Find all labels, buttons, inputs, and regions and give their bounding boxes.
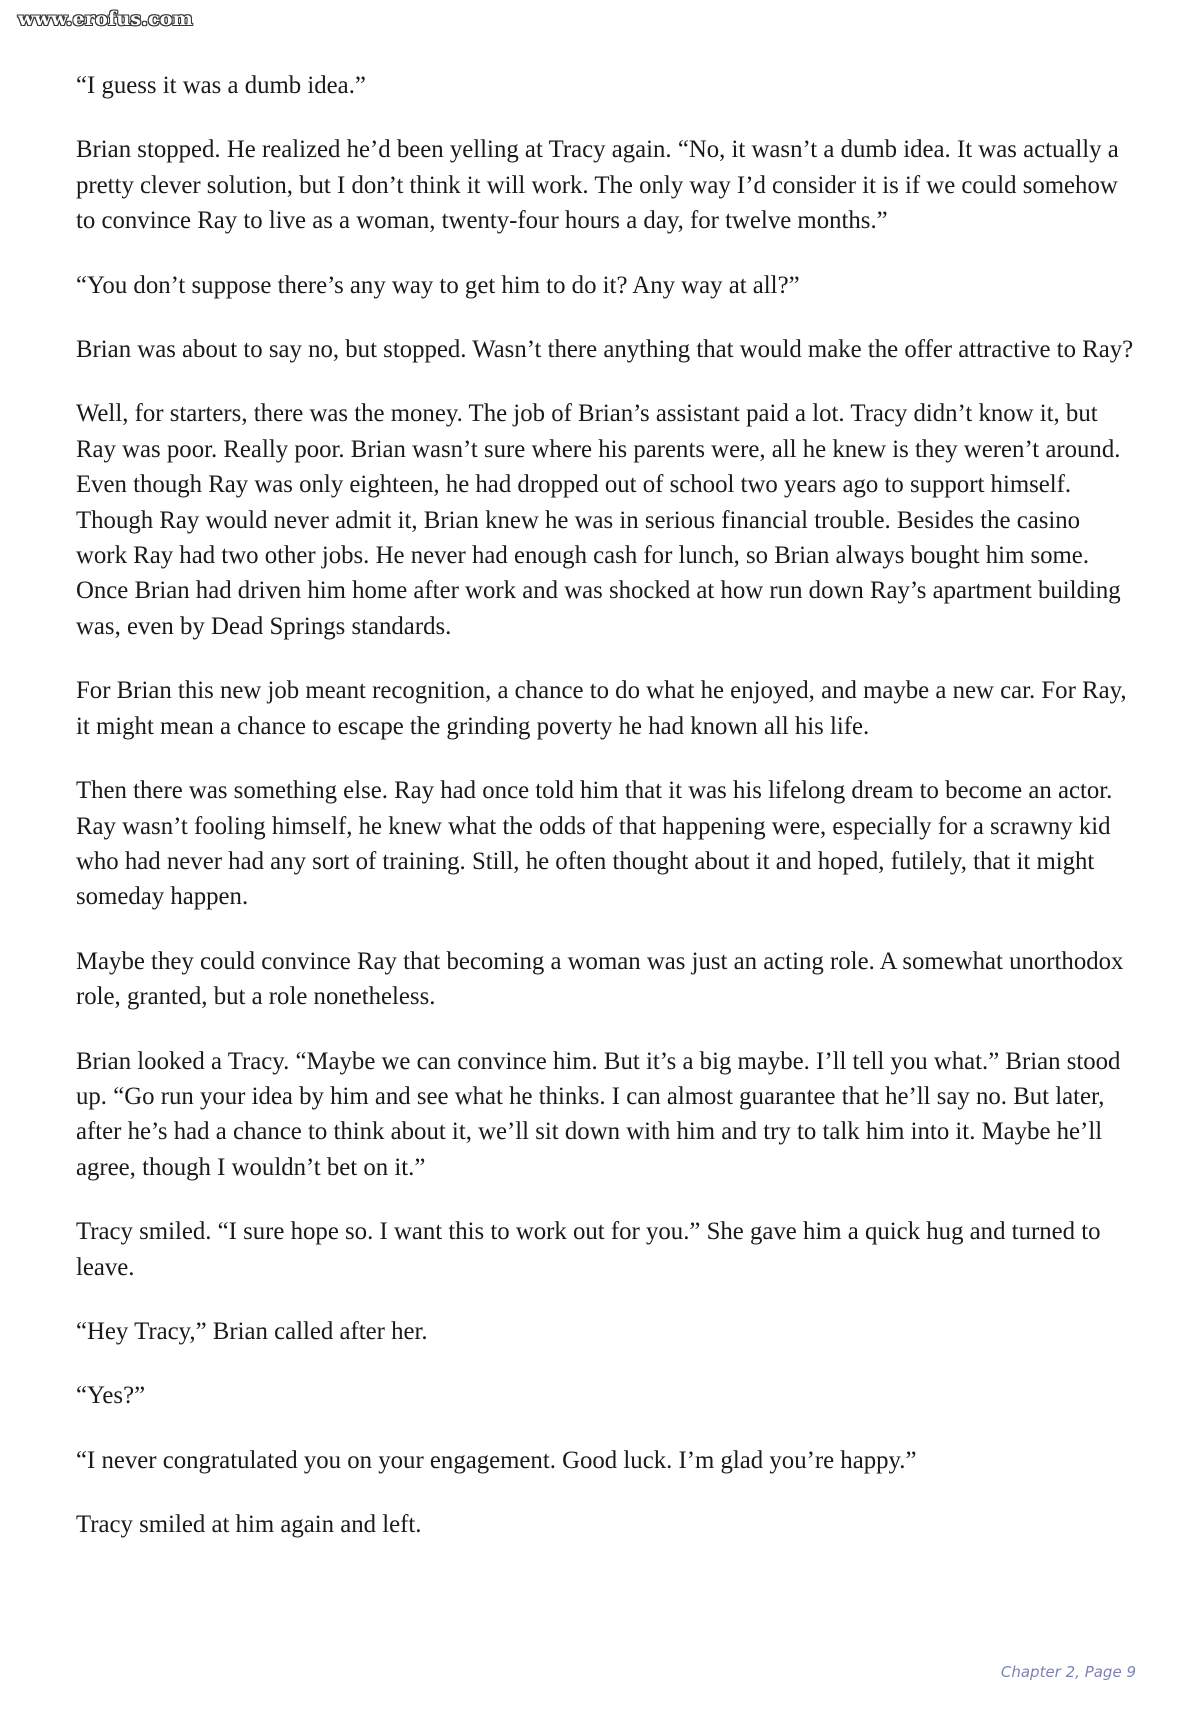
paragraph: Brian looked a Tracy. “Maybe we can convince him. But it’s a big maybe. I’ll tell you what.” Brian stood up. “Go run your idea by him and see what he thinks. I can almost guarantee that he’ll say no. But later, after he’s had a chance to think about it, we’ll sit down with him and try to talk him into it. Maybe he’ll agree, though I wouldn’t bet on it.” [76,1047,1121,1181]
paragraph: Brian was about to say no, but stopped. Wasn’t there anything that would make the offer attractive to Ray? [76,336,1134,364]
paragraph: Brian stopped. He realized he’d been yelling at Tracy again. “No, it wasn’t a dumb idea. It was actually a pretty clever solution, but I don’t think it will work. The only way I’d consider it is if we could somehow to convince Ray to live as a woman, twenty-four hours a day, for twelve months.” [76,136,1119,235]
paragraph: Maybe they could convince Ray that becoming a woman was just an acting role. A somewhat unorthodox role, granted, but a role nonetheless. [76,947,1124,1011]
paragraph: “I guess it was a dumb idea.” [76,72,366,99]
paragraph: Then there was something else. Ray had once told him that it was his lifelong dream to become an actor. Ray wasn’t fooling himself, he knew what the odds of that happening were, especially for a scrawny kid who had never had any sort of training. Still, he often thought about it and hoped, futilely, that it might someday happen. [76,777,1113,911]
paragraph: For Brian this new job meant recognition, a chance to do what he enjoyed, and maybe a new car. For Ray, it might mean a chance to escape the grinding poverty he had known all his life. [76,677,1127,740]
paragraph: “I never congratulated you on your engagement. Good luck. I’m glad you’re happy.” [76,1446,917,1474]
paragraph: Tracy smiled at him again and left. [76,1511,422,1539]
paragraph: Tracy smiled. “I sure hope so. I want this to work out for you.” She gave him a quick hug and turned to leave. [76,1218,1101,1281]
paragraph: “Hey Tracy,” Brian called after her. [76,1317,428,1345]
page-number: Chapter 2, Page 9 [1000,1663,1136,1681]
watermark: www.erofus.com [18,8,193,30]
paragraph: “You don’t suppose there’s any way to get him to do it? Any way at all?” [76,271,800,299]
paragraph: “Yes?” [76,1382,146,1410]
paragraph: Well, for starters, there was the money. The job of Brian’s assistant paid a lot. Tracy didn’t know it, but Ray was poor. Really poor. Brian wasn’t sure where his parents were, all he knew is they weren’t around. Even though Ray was only eighteen, he had dropped out of school two years ago to support himself. Though Ray would never admit it, Brian knew he was in serious financial trouble. Besides the casino work Ray had two other jobs. He never had enough cash for lunch, so Brian always bought him some. Once Brian had driven him home after work and was shocked at how run down Ray’s apartment building was, even by Dead Springs standards. [76,400,1121,640]
page-body [76,68,1136,1572]
